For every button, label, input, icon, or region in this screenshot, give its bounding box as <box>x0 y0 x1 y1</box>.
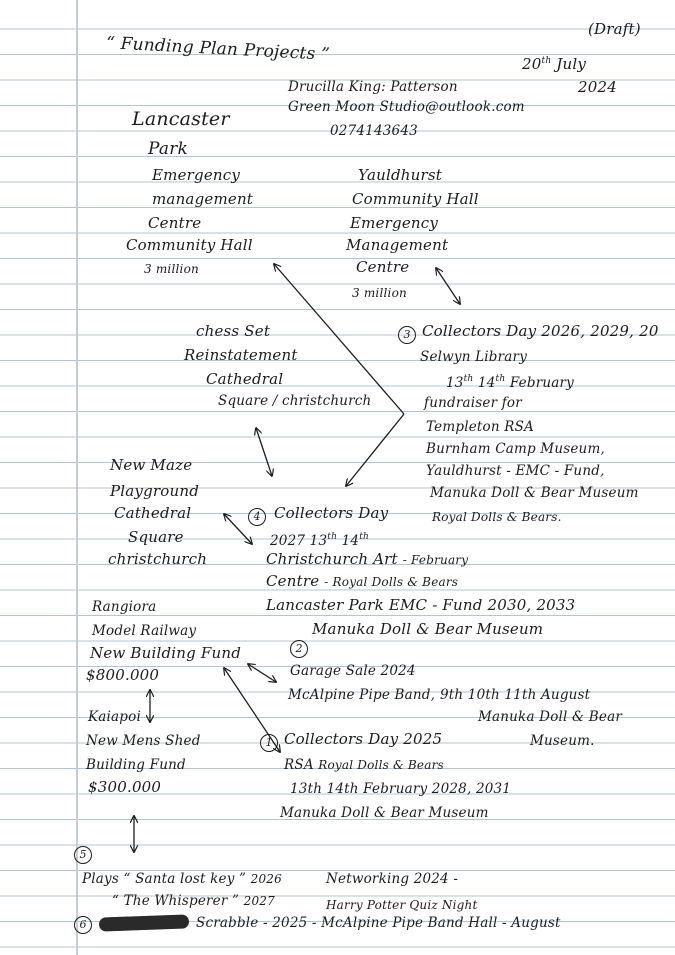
chess-set: chess Set <box>196 322 271 340</box>
square: Square <box>128 528 184 546</box>
rangiora: Rangiora <box>92 599 157 615</box>
item-3-line4: Yauldhurst - EMC - Fund, <box>426 463 605 479</box>
item-5-plays <box>82 870 282 888</box>
item-1-line1 <box>284 756 444 774</box>
item-3-sup-b: th <box>495 374 506 384</box>
year: 2024 <box>578 78 617 96</box>
item-6-number: 6 <box>74 916 92 934</box>
item-3-date-b: 14 <box>477 375 496 391</box>
date-month: July <box>556 55 587 73</box>
item-5-whisperer <box>112 892 275 910</box>
item-1-line3: Manuka Doll & Bear Museum <box>280 805 489 821</box>
yaldhurst-emergency: Emergency <box>350 214 439 232</box>
new-maze: New Maze <box>110 456 193 474</box>
item-4-line2-note: - Royal Dolls & Bears <box>324 575 459 589</box>
amount-lancaster: 3 million <box>144 262 199 276</box>
item-5-plays-year: 2026 <box>250 872 282 886</box>
arrow-chess-set <box>256 428 272 476</box>
item-1-line1-text: RSA <box>284 757 314 773</box>
item-4-sup-b: th <box>359 532 370 542</box>
item-3-line5: Manuka Doll & Bear Museum <box>430 485 639 501</box>
date-day: 20 <box>522 55 542 73</box>
phone: 0274143643 <box>330 123 418 139</box>
item-5-plays-text: Plays “ Santa lost key ” <box>82 871 247 887</box>
item-5-quiz: Harry Potter Quiz Night <box>326 898 478 912</box>
management: management <box>152 190 254 208</box>
square-christchurch: Square / christchurch <box>218 393 372 409</box>
arrow-rangiora <box>248 664 276 682</box>
item-4-line3: Lancaster Park EMC - Fund 2030, 2033 <box>266 596 576 614</box>
item-3-line3: Burnham Camp Museum, <box>426 441 605 457</box>
yaldhurst: Yauldhurst <box>358 166 442 184</box>
yaldhurst-management: Management <box>346 236 449 254</box>
item-3-date-a: 13 <box>446 375 464 391</box>
item-4-line2-text: Centre <box>266 572 320 590</box>
item-4-title: Collectors Day <box>274 504 389 522</box>
item-2-museum-a: Manuka Doll & Bear <box>478 709 622 725</box>
item-4-number: 4 <box>248 508 266 526</box>
item-2-dates: 9th 10th 11th August <box>440 687 591 703</box>
item-1-dates: 13th 14th February 2028, 2031 <box>290 781 512 797</box>
draft-label: (Draft) <box>588 20 641 38</box>
date-sup: th <box>541 56 552 66</box>
model-railway: Model Railway <box>92 623 197 639</box>
item-5-number: 5 <box>74 846 92 864</box>
item-1-title: Collectors Day 2025 <box>284 730 443 748</box>
item-4-line1-text: Christchurch Art <box>266 550 398 568</box>
cathedral: Cathedral <box>206 370 284 388</box>
arrow-collectors-3-to-yaldhurst <box>346 414 404 486</box>
item-3-title: Collectors Day 2026, 2029, 20 <box>422 322 659 340</box>
item-1-line1-note: Royal Dolls & Bears <box>318 758 444 772</box>
playground: Playground <box>110 482 200 500</box>
item-3-venue: Selwyn Library <box>420 349 528 365</box>
item-2-number: 2 <box>290 640 308 658</box>
arrow-yaldhurst-centre <box>436 268 460 304</box>
item-3-dates <box>446 370 574 392</box>
item-5-networking: Networking 2024 - <box>326 871 459 887</box>
lancaster: Lancaster <box>132 108 230 130</box>
item-3-line6: Royal Dolls & Bears. <box>432 510 562 524</box>
item-4-date-a: 13 <box>309 533 328 549</box>
item-3-number: 3 <box>398 326 416 344</box>
item-3-line1: fundraiser for <box>424 395 522 411</box>
centre: Centre <box>148 214 202 232</box>
kaiapoi: Kaiapoi <box>88 709 141 725</box>
page-title: “ Funding Plan Projects ” <box>105 33 331 65</box>
item-2-museum-b: Museum. <box>530 733 595 749</box>
new-building-fund: New Building Fund <box>90 644 242 662</box>
item-4-date-b: 14 <box>341 533 360 549</box>
author-name: Drucilla King: Patterson <box>288 79 458 95</box>
emergency: Emergency <box>152 166 241 184</box>
item-1-number: 1 <box>260 734 278 752</box>
christchurch: christchurch <box>108 550 208 568</box>
item-3-sup-a: th <box>463 374 474 384</box>
item-4-year: 2027 <box>270 533 306 549</box>
item-3-line2: Templeton RSA <box>426 419 534 435</box>
building-fund: Building Fund <box>86 757 186 773</box>
amount-kaiapoi: $300.000 <box>88 778 162 796</box>
item-4-sup-a: th <box>327 532 338 542</box>
item-4-line2 <box>266 572 458 591</box>
item-5-whisperer-text: “ The Whisperer ” <box>112 893 240 909</box>
new-mens-shed: New Mens Shed <box>86 733 201 749</box>
date <box>522 52 586 73</box>
item-2-venue: McAlpine Pipe Band, <box>288 687 436 703</box>
amount-yaldhurst: 3 million <box>352 286 407 300</box>
item-4-line4: Manuka Doll & Bear Museum <box>312 620 544 638</box>
amount-rangiora: $800.000 <box>86 666 160 684</box>
item-2-title: Garage Sale 2024 <box>290 663 416 679</box>
item-5-whisperer-year: 2027 <box>243 894 275 908</box>
community-hall: Community Hall <box>126 236 253 254</box>
item-4-dates <box>270 528 369 550</box>
yaldhurst-centre: Centre <box>356 258 410 276</box>
item-4-line1-note: - February <box>402 553 469 567</box>
reinstatement: Reinstatement <box>184 346 298 364</box>
park: Park <box>148 139 189 159</box>
yaldhurst-community-hall: Community Hall <box>352 190 479 208</box>
cathedral-2: Cathedral <box>114 504 192 522</box>
item-3-month: February <box>509 375 574 391</box>
item-6-scrabble: Scrabble - 2025 - McAlpine Pipe Band Hall - August <box>196 915 561 931</box>
item-4-line1 <box>266 550 468 569</box>
email: Green Moon Studio@outlook.com <box>288 99 525 115</box>
